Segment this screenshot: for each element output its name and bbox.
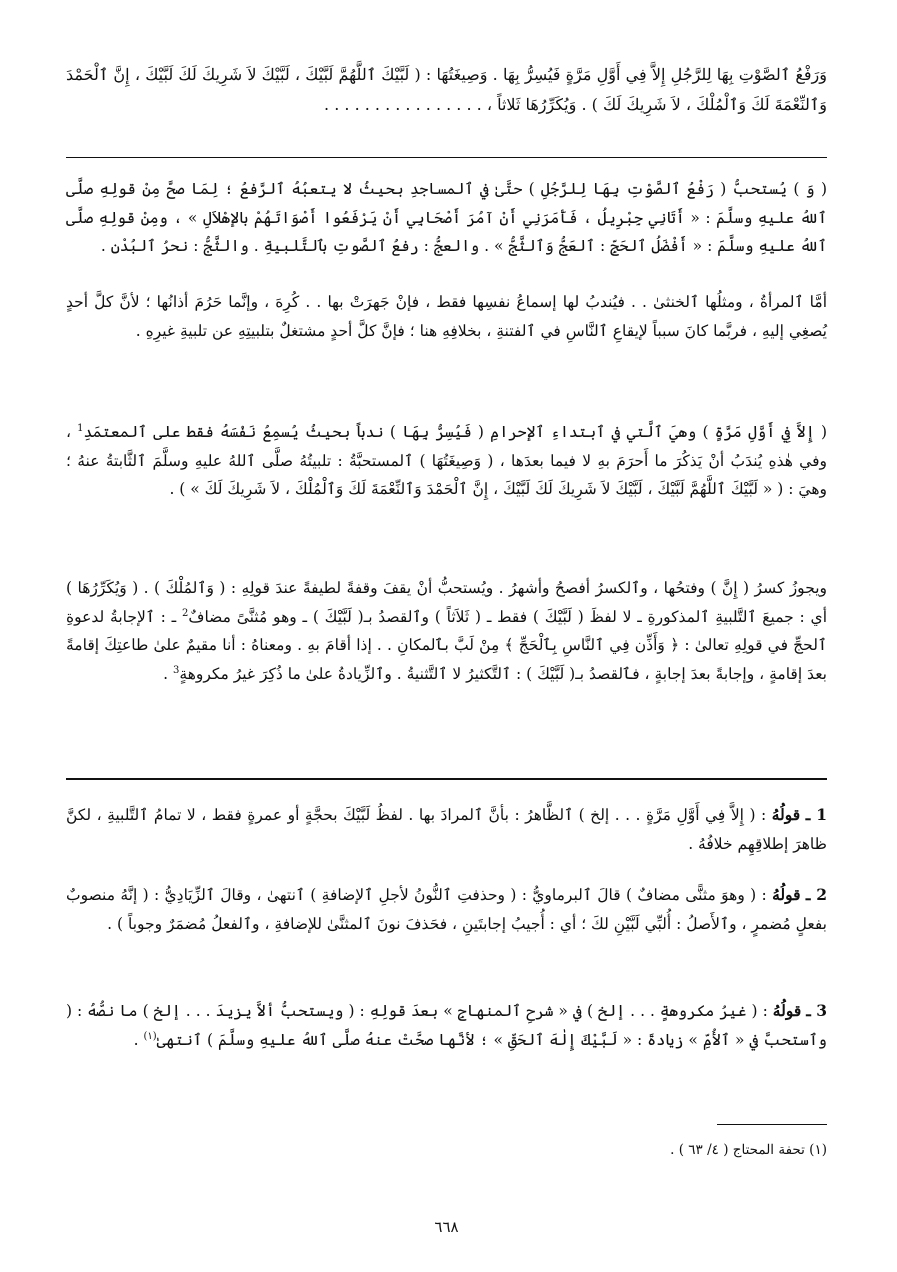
note-1-label: قولُهُ [771, 805, 801, 824]
matn-text [66, 60, 827, 120]
footnote-ref-1[interactable]: (١) [143, 1030, 157, 1042]
note-2-number: 2 ـ [805, 885, 827, 904]
note-1-text: : ( إِلاَّ فِي أَوَّلِ مَرَّةٍ . . . إلخ ) ٱلظَّاهرُ : بأنَّ ٱلمرادَ بها . لفظُ لَبَّيْكَ بحجَّةٍ أو عمرةٍ فقط ، لا تمامُ ٱلتَّلبيةِ ، لكنَّ ظاهرَ إطلاقِهِم خلافُهُ . [66, 806, 827, 853]
note-2-label: قولُهُ [772, 885, 801, 904]
matn-separator [66, 157, 827, 158]
margin-note-2 [66, 880, 827, 939]
sharh-paragraph-1: ( وَ ) يُستحبُّ ( رَفْعُ ٱلصَّوْتِ بِهَا لِلرَّجُلِ ) حتَّىٰ في ٱلمساجدِ بحيثُ لا يتعبُهُ ٱلرَّفعُ ؛ لِمَا صحَّ مِنْ قولِهِ صلَّى ٱللهُ عليهِ وسلَّمَ : « أَتَانِي جِبْرِيلُ ، فَأَمَرَنِي أَنْ آمُرَ أَصْحَابِي أَنْ يَرْفَعُوا أَصْوَاتَهُمْ بالإهْلاَلِ » ، ومِنْ قولِهِ صلَّى ٱللهُ عليهِ وسلَّمَ : « أَفْضَلُ ٱلحَجِّ : ٱلعَجُّ وَٱلثَّجُّ » . والعجُّ : رفعُ ٱلصَّوتِ بٱلتَّلبيةِ . والثَّجُّ : نحرُ ٱلبُدْنِ . [66, 180, 827, 255]
note-3-end: . [133, 1031, 144, 1049]
footnote-separator [717, 1124, 827, 1125]
margin-note-1 [66, 800, 827, 859]
note-ref-2[interactable]: 2 [182, 607, 189, 619]
sharh-p4-middle: ـ : ٱلإجابةُ لدعوةِ ٱلحجِّ في قولِهِ تعالىٰ : ﴿ وَأَذِّن فِي ٱلنَّاسِ بِٱلْحَجِّ ﴾ مِنْ لَبَّ بٱلمكانِ . . إذا أقامَ بهِ . ومعناهُ : أنا مقيمٌ علىٰ طاعتِكَ إقامةً بعدَ إقامةٍ ، وإجابةً بعدَ إجابةٍ ، فٱلقصدُ بـ( لَبَّيْكَ ) : ٱلتَّكثيرُ لا ٱلتَّثنيةُ . وٱلزِّيادةُ علىٰ ما ذُكِرَ غيرُ مكروهةٍ [66, 607, 827, 683]
book-page [66, 0, 827, 1272]
footnote: (١) تحفة المحتاج ( ٤/ ٦٣ ) . [670, 1142, 827, 1158]
margin-note-3 [66, 996, 827, 1055]
matn-ellipsis: . . . . . . . . . . . . . . . . [324, 95, 482, 114]
sharh-paragraph-4 [66, 574, 827, 688]
page-number: ٦٦٨ [434, 1218, 459, 1236]
note-ref-3[interactable]: 3 [173, 664, 180, 676]
sharh-p4-end: . [163, 664, 174, 683]
sharh-p3-rest: ، وفي هٰذهِ يُندَبُ أنْ يَذكُرَ ما أَحرَمَ بهِ لا فيما بعدَها ، ( وَصِيغَتُهَا ) ٱلمستحبَّةُ : تلبيتُهُ صلَّى ٱللهُ عليهِ وسلَّمَ ٱلثَّابتةُ عنهُ ؛ وهيَ : ( « لَبَّيْكَ ٱللَّهُمَّ لَبَّيْكَ ، لَبَّيْكَ لاَ شَرِيكَ لَكَ لَبَّيْكَ ، إِنَّ ٱلْحَمْدَ وَٱلنِّعْمَةَ لَكَ وَٱلْمُلْكَ ، لاَ شَرِيكَ لَكَ » ) . [66, 423, 827, 498]
matn-body: وَرَفْعُ ٱلصَّوْتِ بِهَا لِلرَّجُلِ إِلاَّ فِي أَوَّلِ مَرَّةٍ فَيُسِرُّ بِهَا . وَصِيغَتُهَا : ( لَبَّيْكَ ٱللَّهُمَّ لَبَّيْكَ ، لَبَّيْكَ لاَ شَرِيكَ لَكَ لَبَّيْكَ ، إِنَّ ٱلْحَمْدَ وَٱلنِّعْمَةَ لَكَ وَٱلْمُلْكَ ، لاَ شَرِيكَ لَكَ ) . وَيُكَرِّرُهَا ثَلاثاً ، [66, 65, 827, 114]
sharh-paragraph-2: أمَّا ٱلمرأةُ ، ومثلُها ٱلخنثىٰ . . فيُندبُ لها إسماعُ نفسِها فقط ، فإنْ جَهرَتْ بها . . كُرِهَ ، وإنَّما حَرُمَ أذانُها ؛ لأنَّ كلَّ أحدٍ يُصغِي إليهِ ، فربَّما كانَ سبباً لإيقاعِ ٱلنَّاسِ في ٱلفتنةِ ، بخلافِهِ هنا ؛ فإنَّ كلَّ أحدٍ مشتغلٌ بتلبيتِهِ عن تلبيةِ غيرِهِ . [66, 293, 827, 340]
notes-separator [66, 778, 827, 780]
sharh-p4-text: ويجوزُ كسرُ ( إِنَّ ) وفتحُها ، وٱلكسرُ أفصحُ وأشهرُ . ويُستحبُّ أنْ يقفَ وقفةً لطيفةً عندَ قولِهِ : ( وَٱلمُلْكَ ) . ( وَيُكَرِّرُهَا ) أي : جميعَ ٱلتَّلبيةِ ٱلمذكورةِ ـ لا لفظَ ( لَبَّيْكَ ) فقط ـ ( ثَلاَثاً ) وٱلقصدُ بـ( لَبَّيْكَ ) ـ وهو مُثنَّىً مضافٌ [66, 579, 827, 626]
note-3-number: 3 ـ [806, 1001, 827, 1020]
note-ref-1[interactable]: 1 [77, 422, 84, 434]
note-3-text: : ( غيرُ مكروهةٍ . . . إلخ ) في « شرحِ ٱلمنهاجِ » بعدَ قولِهِ : ( ويستحبُّ ألاَّ يزيدَ . . . إلخ ) ما نصُّهُ : ( وٱستحبَّ في « ٱلأُمِّ » زيادةَ : « لَبَّيْكَ إِلٰهَ ٱلحَقِّ » ؛ لأنَّها صحَّتْ عنهُ صلَّى ٱللهُ عليهِ وسلَّمَ ) ٱنتهىٰ [66, 1002, 827, 1049]
note-2-text: : ( وهوَ مثنًّى مضافٌ ) قالَ ٱلبرماويُّ : ( وحذفتِ ٱلنُّونُ لأجلِ ٱلإضافةِ ) ٱنتهىٰ ، وقالَ ٱلزِّيَادِيُّ : ( إنَّهُ منصوبٌ بفعلٍ مُضمرٍ ، وٱلأَصلُ : أُلبِّي لَبَّيْنِ لكَ ؛ أي : أُجيبُ إجابتَينِ ، فحَذفَ نونَ ٱلمثنَّىٰ للإضافةِ ، وٱلفعلُ مُضمَرٌ وجوباً ) . [66, 886, 827, 933]
sharh-p3-text: ( إِلاَّ فِي أَوَّلِ مَرَّةٍ ) وهيَ ٱلَّتي في ٱبتداءِ ٱلإحرامِ ( فَيُسِرُّ بِهَا ) ندباً بحيثُ يُسمِعُ نَفْسَهُ فقط على ٱلمعتمَدِ [83, 423, 827, 441]
note-1-number: 1 ـ [805, 805, 827, 824]
sharh-paragraph-3 [66, 418, 827, 504]
note-3-label: قولُهُ [772, 1001, 802, 1020]
